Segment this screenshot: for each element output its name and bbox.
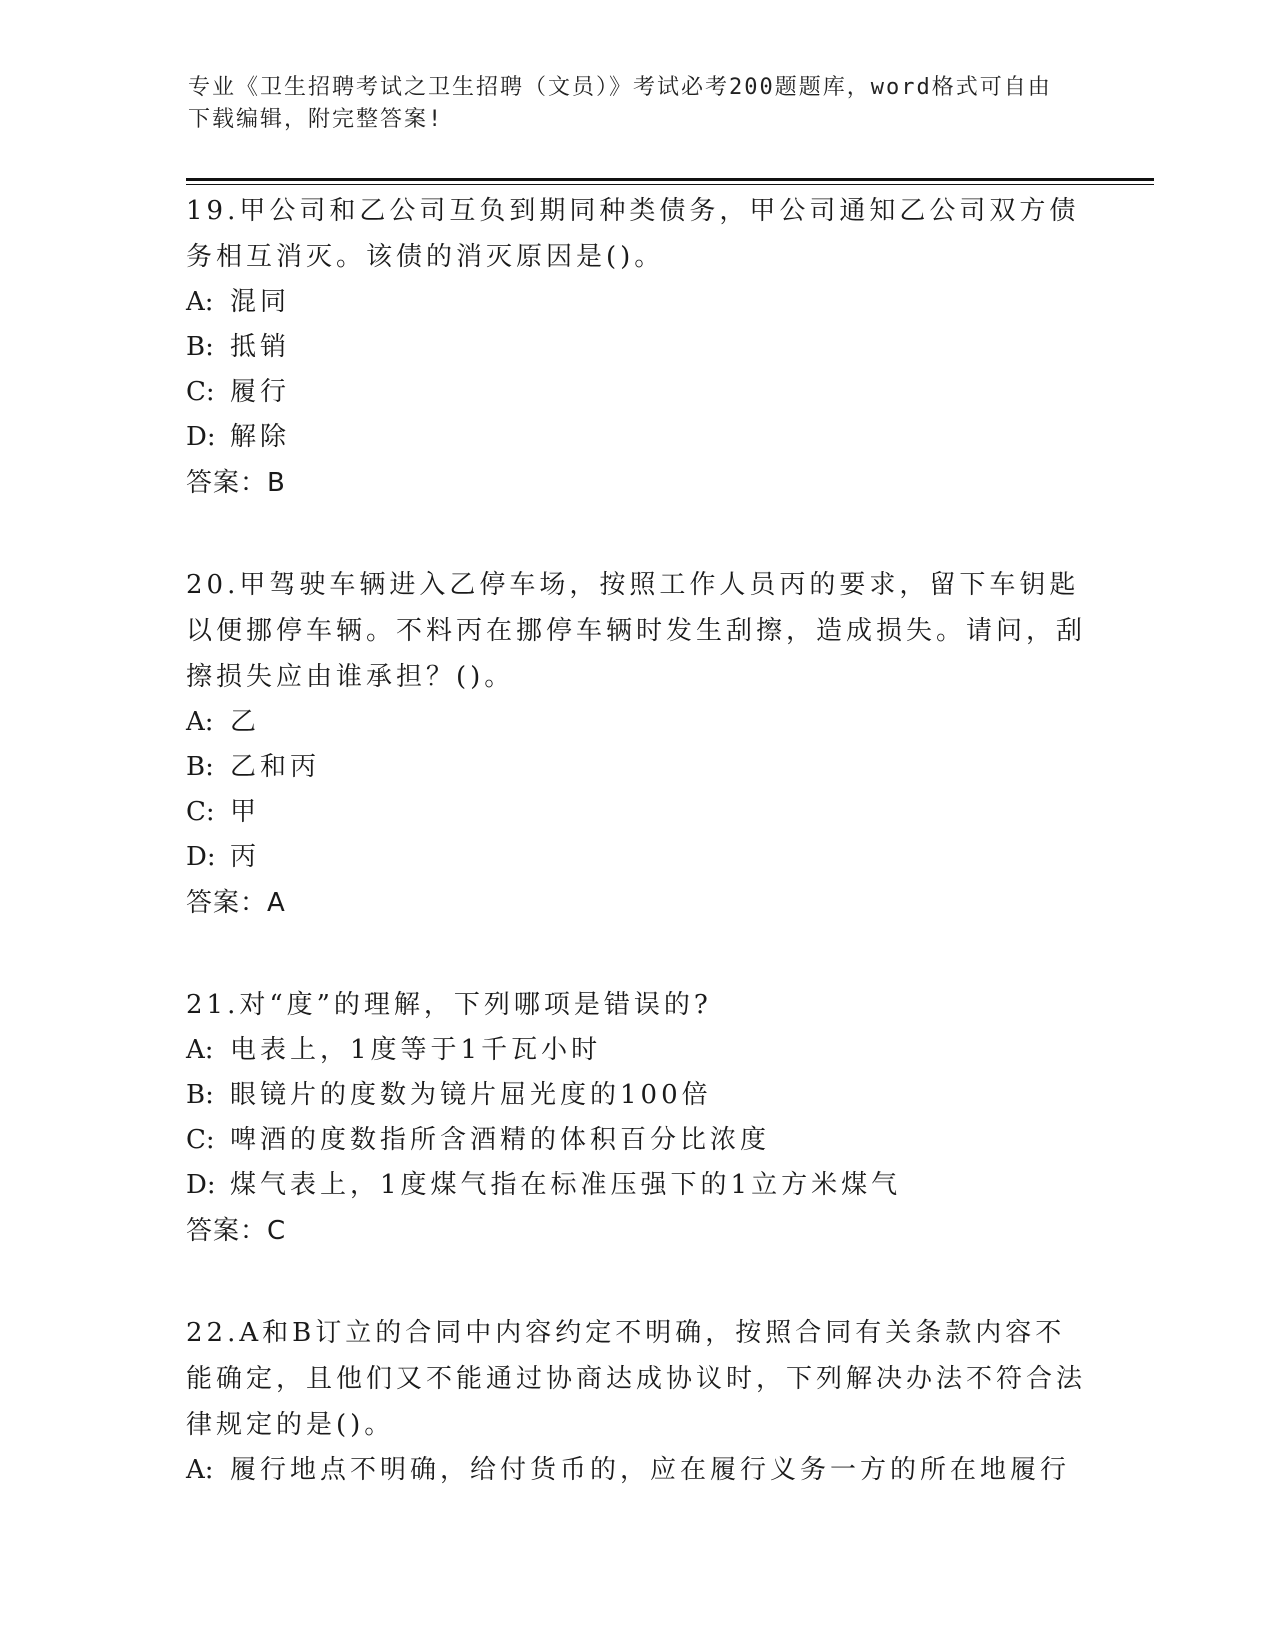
question-stem: 22.A和B订立的合同中内容约定不明确，按照合同有关条款内容不能确定，且他们又不能通过协商达成协议时，下列解决办法不符合法律规定的是()。 — [186, 1318, 1087, 1440]
option-text: 乙 — [230, 707, 261, 737]
option-text: 眼镜片的度数为镜片屈光度的100倍 — [230, 1080, 712, 1110]
document-header: 专业《卫生招聘考试之卫生招聘（文员）》考试必考200题题库，word格式可自由下载编辑，附完整答案! — [188, 75, 1052, 132]
option-text: 啤酒的度数指所含酒精的体积百分比浓度 — [230, 1125, 771, 1155]
option-letter: A: — [186, 1035, 214, 1065]
option-letter: C: — [186, 377, 215, 407]
option-letter: A: — [186, 707, 214, 737]
option-b — [186, 745, 1086, 790]
option-text: 乙和丙 — [230, 752, 321, 782]
question-stem: 19.甲公司和乙公司互负到期同种类债务，甲公司通知乙公司双方债务相互消灭。该债的消灭原因是()。 — [186, 196, 1080, 272]
option-d — [186, 415, 1086, 460]
option-text: 抵销 — [230, 332, 291, 362]
option-letter: B: — [186, 332, 214, 362]
option-b — [186, 325, 1086, 370]
option-letter: D: — [186, 842, 216, 872]
option-letter: D: — [186, 422, 216, 452]
header-rule-thin — [186, 184, 1154, 185]
option-letter: C: — [186, 797, 215, 827]
answer-label: 答案： — [186, 468, 268, 498]
question-20 — [186, 562, 1086, 926]
option-letter: B: — [186, 752, 214, 782]
question-22 — [186, 1310, 1086, 1493]
option-text: 煤气表上，1度煤气指在标准压强下的1立方米煤气 — [230, 1170, 902, 1200]
question-list — [186, 188, 1086, 1549]
answer-line — [186, 880, 1086, 926]
option-c — [186, 370, 1086, 415]
answer-label: 答案： — [186, 888, 268, 918]
answer-value: C — [267, 1216, 287, 1246]
option-text: 混同 — [230, 287, 291, 317]
option-a — [186, 700, 1086, 745]
answer-value: B — [267, 468, 286, 498]
option-b — [186, 1073, 1086, 1118]
option-letter: A: — [186, 287, 214, 317]
question-21 — [186, 982, 1086, 1254]
option-a — [186, 1448, 1086, 1493]
answer-line — [186, 1208, 1086, 1254]
option-c — [186, 790, 1086, 835]
answer-line — [186, 460, 1086, 506]
question-stem: 20.甲驾驶车辆进入乙停车场，按照工作人员丙的要求，留下车钥匙以便挪停车辆。不料丙在挪停车辆时发生刮擦，造成损失。请问，刮擦损失应由谁承担？()。 — [186, 570, 1087, 692]
answer-label: 答案： — [186, 1216, 268, 1246]
option-letter: A: — [186, 1455, 214, 1485]
header-rule-thick — [186, 178, 1154, 181]
option-a — [186, 1028, 1086, 1073]
option-letter: C: — [186, 1125, 215, 1155]
option-c — [186, 1118, 1086, 1163]
question-19 — [186, 188, 1086, 506]
question-stem: 21.对“度”的理解，下列哪项是错误的? — [186, 990, 712, 1020]
option-text: 丙 — [230, 842, 261, 872]
option-text: 履行 — [230, 377, 291, 407]
option-text: 电表上，1度等于1千瓦小时 — [230, 1035, 602, 1065]
option-a — [186, 280, 1086, 325]
option-d — [186, 1163, 1086, 1208]
option-letter: B: — [186, 1080, 214, 1110]
option-text: 履行地点不明确，给付货币的，应在履行义务一方的所在地履行 — [230, 1455, 1071, 1485]
option-text: 解除 — [230, 422, 291, 452]
option-text: 甲 — [230, 797, 261, 827]
option-letter: D: — [186, 1170, 216, 1200]
answer-value: A — [267, 888, 286, 918]
option-d — [186, 835, 1086, 880]
